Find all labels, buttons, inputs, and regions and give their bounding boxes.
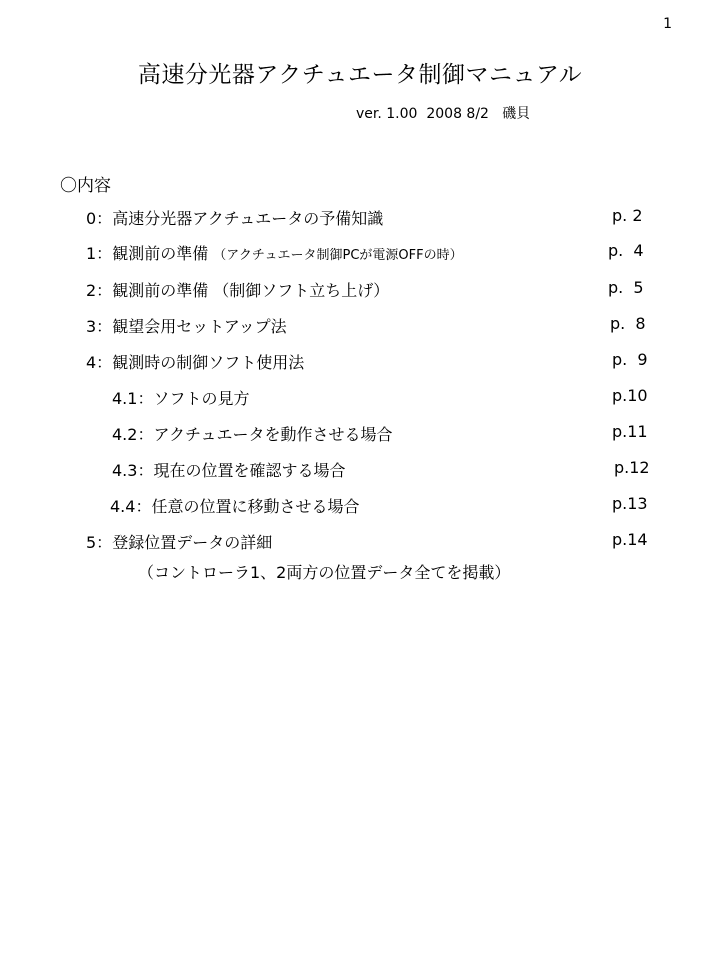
toc-entry-title: 1：観測前の準備 （アクチュエータ制御PCが電源OFFの時）: [86, 244, 463, 263]
toc-entry-4-3: [0, 458, 720, 486]
toc-entry-title: 4.4：任意の位置に移動させる場合: [110, 497, 360, 516]
toc-entry-title: 4.2：アクチュエータを動作させる場合: [112, 425, 393, 444]
toc-entry-page: p. 8: [610, 314, 646, 333]
toc-entry-3: [0, 314, 720, 342]
toc-entry-title: 0：高速分光器アクチュエータの予備知識: [86, 209, 384, 228]
toc-entry-title: 4.3：現在の位置を確認する場合: [112, 461, 346, 480]
toc-entry-page: p.10: [612, 386, 648, 405]
toc-entry-page: p.12: [614, 458, 650, 477]
toc-entry-2: [0, 278, 720, 306]
toc-entry-page: p.14: [612, 530, 648, 549]
version-line: ver. 1.00 2008 8/2 磯貝: [356, 106, 531, 122]
toc-entry-1: [0, 241, 720, 269]
toc-entry-5-note: （コントローラ1、2両方の位置データ全てを掲載）: [138, 563, 511, 582]
toc-entry-page: p.13: [612, 494, 648, 513]
toc-entry-page: p. 2: [612, 206, 643, 225]
toc-entry-4-4: [0, 494, 720, 522]
toc-entry-page: p. 4: [608, 241, 644, 260]
toc-entry-4-2: [0, 422, 720, 450]
toc-entry-title: 4.1：ソフトの見方: [112, 389, 250, 408]
toc-entry-5: [0, 530, 720, 558]
toc-entry-4-1: [0, 386, 720, 414]
toc-entry-title: 3：観望会用セットアップ法: [86, 317, 287, 336]
toc-entry-page: p. 9: [612, 350, 648, 369]
toc-entry-page: p.11: [612, 422, 648, 441]
toc-entry-0: [0, 206, 720, 234]
toc-entry-title: 2：観測前の準備 （制御ソフト立ち上げ）: [86, 281, 390, 300]
toc-entry-page: p. 5: [608, 278, 644, 297]
toc-entry-4: [0, 350, 720, 378]
toc-entry-title: 5：登録位置データの詳細: [86, 533, 273, 552]
toc-entry-title: 4：観測時の制御ソフト使用法: [86, 353, 305, 372]
document-title: 高速分光器アクチュエータ制御マニュアル: [137, 62, 583, 88]
page-number: 1: [663, 16, 672, 32]
contents-heading: 〇内容: [60, 176, 111, 196]
